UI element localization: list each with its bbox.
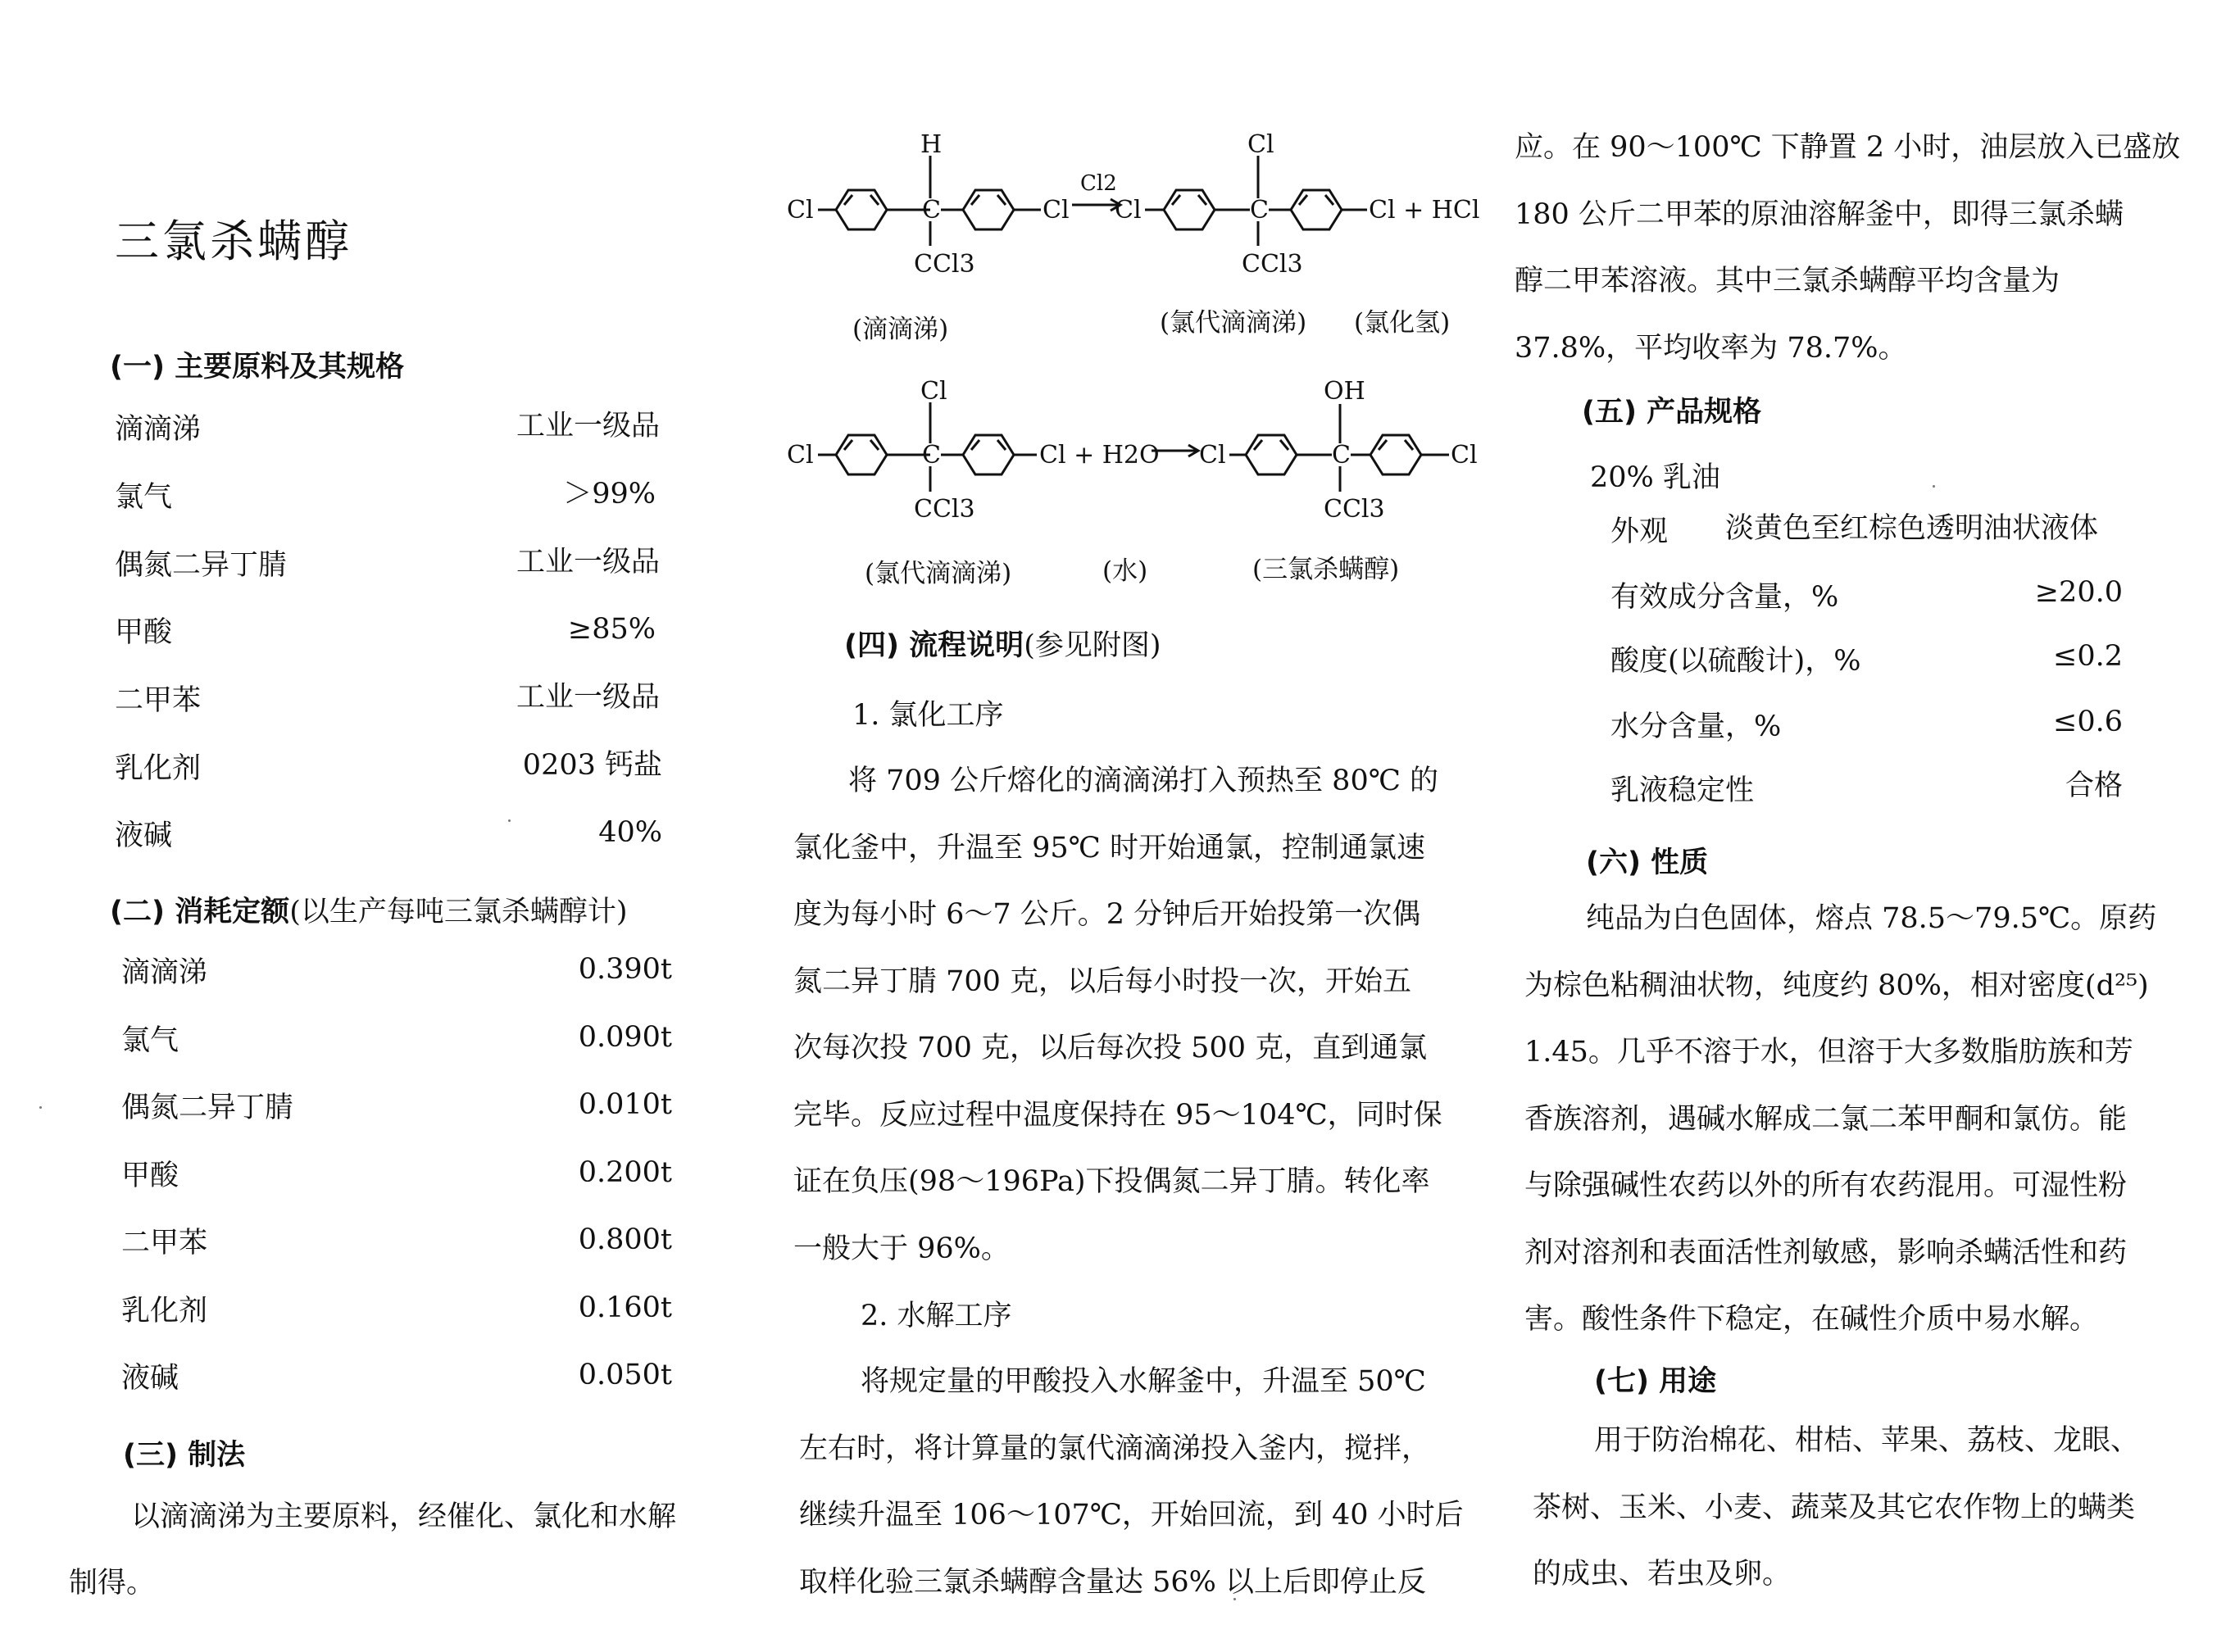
paragraph-line: 1.45。几乎不溶于水，但溶于大多数脂肪族和芳 xyxy=(1524,1036,2133,1069)
spec-name: 有效成分含量，% xyxy=(1610,581,1839,614)
atom-label: CCl3 xyxy=(1242,250,1303,279)
atom-label: Cl xyxy=(1451,441,1478,470)
material-spec: ≥85% xyxy=(567,613,656,646)
paragraph-line: 醇二甲苯溶液。其中三氯杀螨醇平均含量为 xyxy=(1515,265,2060,297)
consumption-name: 二甲苯 xyxy=(121,1227,208,1259)
section-heading-materials: (一) 主要原料及其规格 xyxy=(110,351,405,384)
compound-caption: (氯代滴滴涕) xyxy=(865,559,1012,588)
paragraph-line: 左右时，将计算量的氯代滴滴涕投入釜内，搅拌， xyxy=(799,1432,1431,1465)
paragraph-line: 与除强碱性农药以外的所有农药混用。可湿性粉 xyxy=(1524,1169,2128,1202)
atom-label: Cl xyxy=(1043,196,1070,225)
paragraph-line: 氯化釜中，升温至 95℃ 时开始通氯，控制通氯速 xyxy=(793,831,1425,865)
consumption-value: 0.200t xyxy=(578,1156,672,1189)
material-name: 滴滴涕 xyxy=(115,413,202,446)
consumption-name: 乳化剂 xyxy=(121,1295,208,1328)
spec-value: 合格 xyxy=(2065,769,2123,802)
atom-label: CCl3 xyxy=(914,495,975,524)
consumption-value: 0.390t xyxy=(578,953,672,986)
section-heading-uses: (七) 用途 xyxy=(1594,1365,1717,1398)
material-spec: 40% xyxy=(598,816,662,849)
paragraph-line: 应。在 90～100℃ 下静置 2 小时，油层放入已盛放 xyxy=(1515,131,2181,164)
paragraph-line: 180 公斤二甲苯的原油溶解釜中，即得三氯杀螨 xyxy=(1515,197,2124,231)
atom-label: C xyxy=(1250,196,1269,225)
paragraph-line: 用于防治棉花、柑桔、苹果、荔枝、龙眼、 xyxy=(1594,1424,2140,1457)
material-name: 液碱 xyxy=(115,819,173,852)
print-speck xyxy=(1933,485,1935,488)
print-speck xyxy=(1233,1598,1236,1600)
consumption-name: 偶氮二异丁腈 xyxy=(121,1092,294,1124)
atom-label: Cl xyxy=(1199,441,1226,470)
atom-label: H xyxy=(920,130,943,159)
page-title: 三氯杀螨醇 xyxy=(115,216,352,267)
atom-label: C xyxy=(1332,441,1351,470)
paragraph-line: 剂对溶剂和表面活性剂敏感，影响杀螨活性和药 xyxy=(1524,1236,2128,1269)
section-heading-method: (三) 制法 xyxy=(123,1439,246,1472)
spec-name: 乳液稳定性 xyxy=(1610,774,1755,807)
material-name: 甲酸 xyxy=(115,616,173,649)
consumption-value: 0.160t xyxy=(578,1291,672,1324)
method-line: 制得。 xyxy=(69,1567,156,1600)
compound-caption: (氯化氢) xyxy=(1354,308,1451,338)
consumption-value: 0.050t xyxy=(578,1359,672,1391)
spec-value: ≤0.6 xyxy=(2053,706,2123,738)
atom-label: C xyxy=(922,196,941,225)
compound-caption: (氯代滴滴涕) xyxy=(1160,308,1307,338)
atom-label: OH xyxy=(1324,377,1365,406)
reaction-hydrolysis-diagram xyxy=(787,373,1492,594)
paragraph-line: 度为每小时 6～7 公斤。2 分钟后开始投第一次偶 xyxy=(793,898,1421,931)
section-heading-spec: (五) 产品规格 xyxy=(1582,396,1762,429)
paragraph-line: 香族溶剂，遇碱水解成二氯二苯甲酮和氯仿。能 xyxy=(1524,1102,2128,1136)
material-spec: 0203 钙盐 xyxy=(522,749,662,782)
atom-label: Cl xyxy=(787,196,814,225)
paragraph-line: 继续升温至 106～107℃，开始回流，到 40 小时后 xyxy=(799,1499,1464,1532)
spec-name: 水分含量，% xyxy=(1610,710,1782,743)
compound-caption: (水) xyxy=(1102,556,1148,586)
consumption-value: 0.010t xyxy=(578,1088,672,1121)
consumption-value: 0.800t xyxy=(578,1223,672,1256)
atom-label: Cl + HCl xyxy=(1369,196,1480,225)
atom-label: Cl xyxy=(1247,130,1274,159)
print-speck xyxy=(39,1106,42,1109)
consumption-name: 液碱 xyxy=(121,1362,179,1395)
atom-label: Cl + H2O xyxy=(1039,441,1160,470)
material-name: 氯气 xyxy=(115,481,173,514)
paragraph-line: 取样化验三氯杀螨醇含量达 56% 以上后即停止反 xyxy=(799,1565,1427,1599)
subheading-hydrolysis: 2. 水解工序 xyxy=(861,1300,1012,1332)
atom-label: Cl xyxy=(1115,196,1142,225)
consumption-heading-label: (二) 消耗定额 xyxy=(110,896,290,928)
paragraph-line: 一般大于 96%。 xyxy=(793,1232,1010,1265)
spec-name: 酸度(以硫酸计)，% xyxy=(1610,645,1861,678)
paragraph-line: 将规定量的甲酸投入水解釜中，升温至 50℃ xyxy=(861,1365,1426,1398)
print-speck xyxy=(508,819,511,822)
reaction-chlorination-diagram xyxy=(787,123,1492,361)
section-heading-process xyxy=(844,623,1161,664)
section-heading-properties: (六) 性质 xyxy=(1586,846,1709,879)
material-name: 二甲苯 xyxy=(115,684,202,717)
material-name: 偶氮二异丁腈 xyxy=(115,549,288,582)
section-heading-consumption xyxy=(110,889,628,930)
spec-value: ≥20.0 xyxy=(2034,576,2123,609)
atom-label: CCl3 xyxy=(1324,495,1385,524)
consumption-value: 0.090t xyxy=(578,1021,672,1054)
paragraph-line: 证在负压(98～196Pa)下投偶氮二异丁腈。转化率 xyxy=(793,1165,1430,1198)
spec-name: 外观 xyxy=(1610,515,1669,548)
paragraph-line: 氮二异丁腈 700 克，以后每小时投一次，开始五 xyxy=(793,964,1412,998)
atom-label: Cl xyxy=(787,441,814,470)
consumption-name: 氯气 xyxy=(121,1024,179,1057)
paragraph-line: 将 709 公斤熔化的滴滴涕打入预热至 80℃ 的 xyxy=(848,765,1438,797)
process-heading-note: (参见附图) xyxy=(1024,629,1161,662)
spec-value: ≤0.2 xyxy=(2053,640,2123,673)
paragraph-line: 完毕。反应过程中温度保持在 95～104℃，同时保 xyxy=(793,1098,1442,1132)
consumption-name: 滴滴涕 xyxy=(121,956,208,989)
paragraph-line: 的成虫、若虫及卵。 xyxy=(1533,1558,1792,1591)
material-spec: 工业一级品 xyxy=(516,410,660,442)
spec-value: 淡黄色至红棕色透明油状液体 xyxy=(1725,512,2099,545)
method-line: 以滴滴涕为主要原料，经催化、氯化和水解 xyxy=(131,1500,677,1533)
compound-caption: (滴滴涕) xyxy=(852,315,949,344)
compound-caption: (三氯杀螨醇) xyxy=(1252,555,1400,584)
paragraph-line: 为棕色粘稠油状物，纯度约 80%，相对密度(d²⁵) xyxy=(1524,969,2149,1002)
paragraph-line: 纯品为白色固体，熔点 78.5～79.5℃。原药 xyxy=(1586,902,2157,935)
consumption-name: 甲酸 xyxy=(121,1160,179,1192)
material-spec: 工业一级品 xyxy=(516,546,660,579)
consumption-heading-note: (以生产每吨三氯杀螨醇计) xyxy=(289,896,628,928)
paragraph-line: 次每次投 700 克，以后每次投 500 克，直到通氯 xyxy=(793,1032,1428,1064)
paragraph-line: 茶树、玉米、小麦、蔬菜及其它农作物上的螨类 xyxy=(1533,1491,2136,1524)
product-name: 20% 乳油 xyxy=(1590,461,1720,494)
paragraph-line: 害。酸性条件下稳定，在碱性介质中易水解。 xyxy=(1524,1303,2099,1336)
atom-label: C xyxy=(922,441,941,470)
paragraph-line: 37.8%，平均收率为 78.7%。 xyxy=(1515,331,1907,365)
material-name: 乳化剂 xyxy=(115,752,202,785)
subheading-chlorination: 1. 氯化工序 xyxy=(852,699,1004,732)
atom-label: CCl3 xyxy=(914,250,975,279)
atom-label: Cl xyxy=(920,377,947,406)
material-spec: ＞99% xyxy=(563,478,656,511)
material-spec: 工业一级品 xyxy=(516,681,660,714)
process-heading-label: (四) 流程说明 xyxy=(844,629,1024,662)
reagent-label: Cl2 xyxy=(1080,171,1117,196)
